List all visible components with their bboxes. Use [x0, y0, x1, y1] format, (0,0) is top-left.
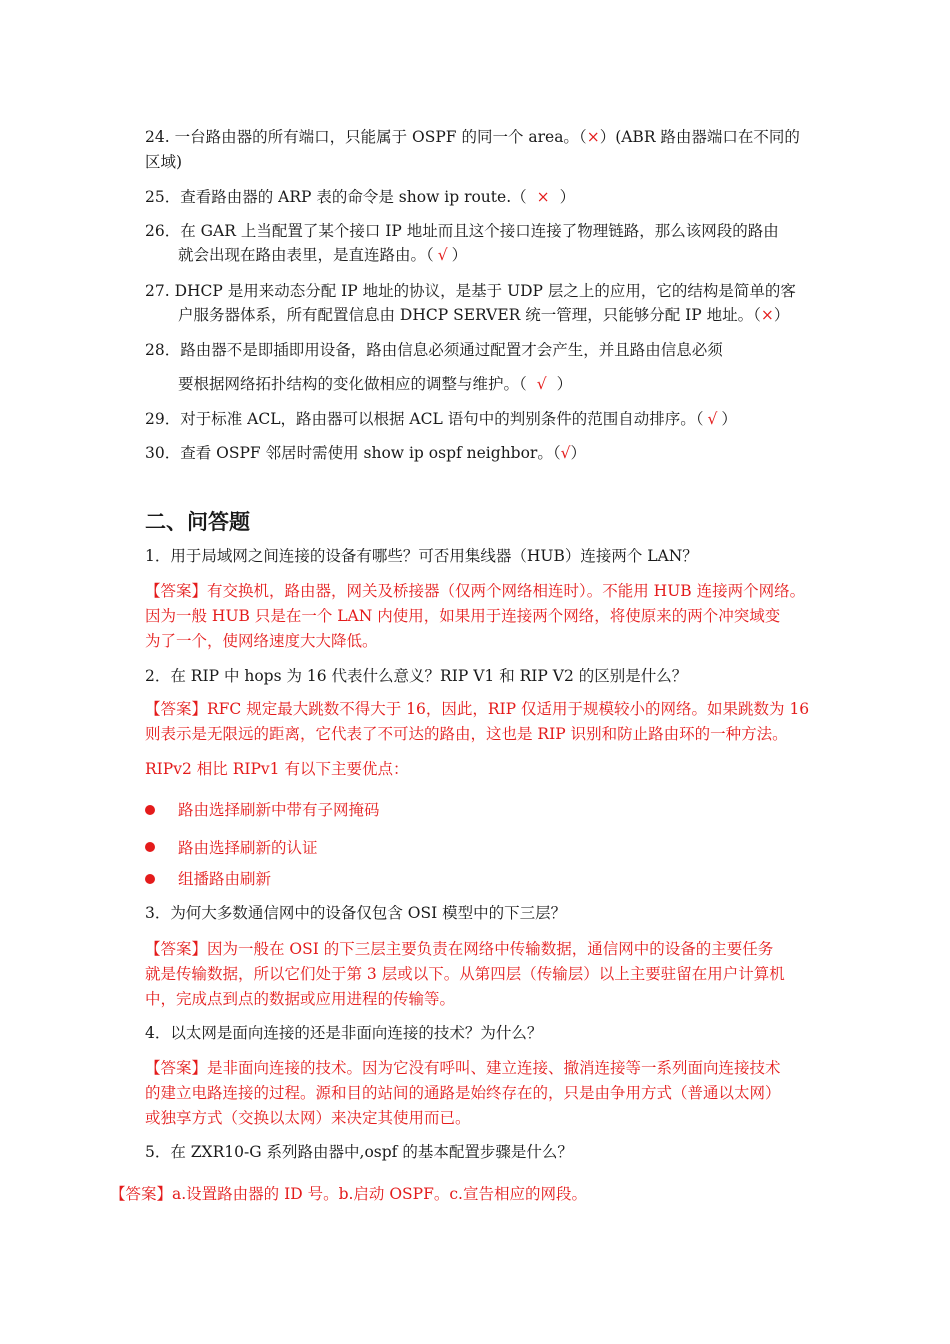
- answer-2-line-3: RIPv2 相比 RIPv1 有以下主要优点：: [145, 760, 409, 778]
- tf-item-24: [145, 127, 800, 147]
- tf-item-26: 26．在 GAR 上当配置了某个接口 IP 地址而且这个接口连接了物理链路，那么该网段的路由: [145, 222, 779, 240]
- bullet-item-1: 路由选择刷新中带有子网掩码: [178, 801, 380, 819]
- bullet-icon: [145, 874, 155, 884]
- question-5: 5．在 ZXR10-G 系列路由器中,ospf 的基本配置步骤是什么？: [145, 1143, 573, 1161]
- answer-5: 【答案】a.设置路由器的 ID 号。b.启动 OSPF。c.宣告相应的网段。: [110, 1185, 587, 1203]
- bullet-icon: [145, 842, 155, 852]
- tf-item-29-close: ）: [721, 410, 737, 428]
- answer-1-line-3: 为了一个，使网络速度大大降低。: [145, 632, 378, 650]
- tf-item-26-text: 就会出现在路由表里，是直连路由。（: [178, 246, 434, 264]
- tf-item-30: [145, 443, 586, 463]
- answer-1-line-1: 【答案】有交换机，路由器，网关及桥接器（仅两个网络相连时）。不能用 HUB 连接两个网络。: [145, 582, 806, 600]
- answer-4-line-2: 的建立电路连接的过程。源和目的站间的通路是始终存在的，只是由争用方式（普通以太网）: [145, 1084, 781, 1102]
- tf-item-27-cont: [178, 305, 789, 325]
- tf-item-27-text: 户服务器体系，所有配置信息由 DHCP SERVER 统一管理，只能够分配 IP 地址。（: [178, 306, 761, 324]
- tf-item-29-text: 29．对于标准 ACL，路由器可以根据 ACL 语句中的判别条件的范围自动排序。（: [145, 410, 704, 428]
- answer-3-line-2: 就是传输数据，所以它们处于第 3 层或以下。从第四层（传输层）以上主要驻留在用户计算机: [145, 965, 785, 983]
- check-mark-icon: √: [560, 444, 571, 462]
- tf-item-24-text: 24. 一台路由器的所有端口，只能属于 OSPF 的同一个 area。（: [145, 128, 587, 146]
- tf-item-29: [145, 409, 737, 429]
- tf-item-28-close: ）: [556, 375, 573, 393]
- tf-item-30-close: ）: [570, 444, 586, 462]
- cross-mark-icon: ×: [586, 128, 600, 146]
- answer-3-line-3: 中，完成点到点的数据或应用进程的传输等。: [145, 990, 456, 1008]
- section-heading: 二、问答题: [145, 509, 250, 534]
- answer-1-line-2: 因为一般 HUB 只是在一个 LAN 内使用，如果用于连接两个网络，将使原来的两个冲突域变: [145, 607, 781, 625]
- tf-item-28-cont: [178, 374, 572, 394]
- tf-item-27: 27. DHCP 是用来动态分配 IP 地址的协议，是基于 UDP 层之上的应用，它的结构是简单的客: [145, 282, 796, 300]
- bullet-item-2: 路由选择刷新的认证: [178, 839, 318, 857]
- answer-4-line-1: 【答案】是非面向连接的技术。因为它没有呼叫、建立连接、撤消连接等一系列面向连接技术: [145, 1059, 781, 1077]
- check-mark-icon: √: [707, 410, 718, 428]
- cross-mark-icon: ×: [536, 188, 550, 206]
- tf-item-25-text: 25．查看路由器的 ARP 表的命令是 show ip route.（: [145, 188, 527, 206]
- question-2: 2．在 RIP 中 hops 为 16 代表什么意义？RIP V1 和 RIP V2 的区别是什么？: [145, 667, 688, 685]
- tf-item-27-close: ）: [773, 306, 790, 324]
- question-3: 3．为何大多数通信网中的设备仅包含 OSI 模型中的下三层？: [145, 904, 567, 922]
- tf-item-24-note: ）(ABR 路由器端口在不同的: [599, 128, 800, 146]
- answer-2-line-2: 则表示是无限远的距离，它代表了不可达的路由，这也是 RIP 识别和防止路由环的一种方法。: [145, 725, 788, 743]
- answer-4-line-3: 或独享方式（交换以太网）来决定其使用而已。: [145, 1109, 471, 1127]
- check-mark-icon: √: [536, 375, 547, 393]
- tf-item-24-cont: 区域): [145, 153, 183, 171]
- tf-item-30-text: 30．查看 OSPF 邻居时需使用 show ip ospf neighbor。（: [145, 444, 561, 462]
- tf-item-25-close: ）: [559, 188, 576, 206]
- cross-mark-icon: ×: [760, 306, 774, 324]
- check-mark-icon: √: [437, 246, 448, 264]
- question-1: 1．用于局域网之间连接的设备有哪些？可否用集线器（HUB）连接两个 LAN？: [145, 547, 698, 565]
- tf-item-28: 28．路由器不是即插即用设备，路由信息必须通过配置才会产生，并且路由信息必须: [145, 341, 723, 359]
- tf-item-28-text: 要根据网络拓扑结构的变化做相应的调整与维护。（: [178, 375, 527, 393]
- question-4: 4．以太网是面向连接的还是非面向连接的技术？为什么？: [145, 1024, 543, 1042]
- tf-item-25: [145, 187, 575, 207]
- answer-3-line-1: 【答案】因为一般在 OSI 的下三层主要负责在网络中传输数据，通信网中的设备的主要任务: [145, 940, 774, 958]
- bullet-icon: [145, 805, 155, 815]
- tf-item-26-close: ）: [451, 246, 468, 264]
- tf-item-26-cont: [178, 245, 467, 265]
- answer-2-line-1: 【答案】RFC 规定最大跳数不得大于 16，因此，RIP 仅适用于规模较小的网络。如果跳数为 16: [145, 700, 810, 718]
- bullet-item-3: 组播路由刷新: [178, 870, 272, 888]
